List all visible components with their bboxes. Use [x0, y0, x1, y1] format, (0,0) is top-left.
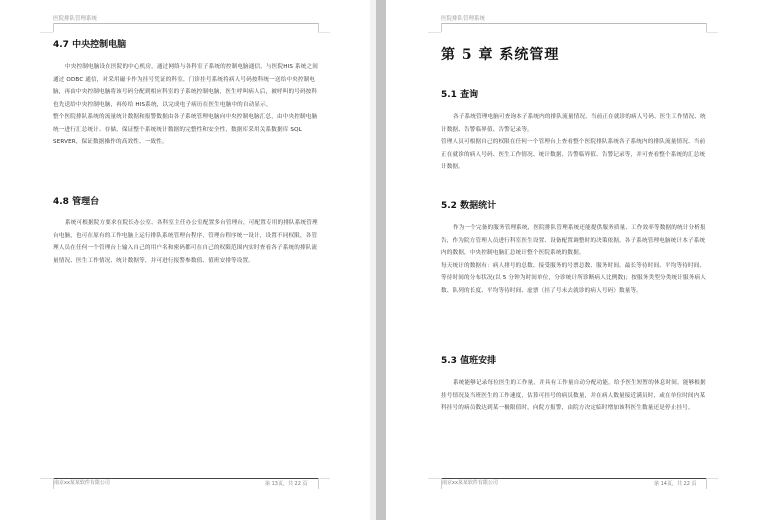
page-header: 医院排队管理系统 — [53, 16, 98, 22]
footer-corner-mark — [318, 478, 319, 489]
section-title: 管理台 — [72, 197, 100, 207]
header-rule — [441, 23, 706, 24]
footer-page-number: 第 13页，共 22 页 — [265, 481, 308, 487]
section-title: 中央控制电脑 — [72, 40, 127, 50]
page-header: 医院排队管理系统 — [441, 16, 486, 22]
paragraph: 中央控制电脑设在医院的中心机房，通过网络与各科室子系统的控制电脑通信，与医院HIS 系统之间通过 ODBC 通信，对采用磁卡作为挂号凭证的科室，门诊挂号系统将病人号码按科统一送给中央控制电脑，再由中央控制电脑将该号码分配到相应科室的子系统控制电脑，医生呼叫病人后，被呼叫的号码按科也先送给中央控制电脑，再传给 HIS系统，以完成电子病历在医生电脑中的自动显示。 — [53, 64, 319, 108]
footer-company: 南京xx某某软件有限公司 — [54, 480, 110, 486]
header-corner-mark — [441, 23, 442, 32]
section-body-5-3 — [441, 377, 707, 415]
paragraph: 系统可根据院方要求在院长办公室、各科室主任办公室配置多台管理台，可配置专用的排队系统管理台电脑，也可在原有的工作电脑上运行排队系统管理台程序，管理台程序统一设计，设置不同权限，各管理人员在任何一个管理台上输入自己的用户名和密码都可在自己的权限范围内实时查看各子系统的排队流量情况、医生工作情况、统计数据等，并可进行报警参数值、值班安排等设置。 — [53, 220, 318, 264]
section-heading-5-1 — [441, 87, 478, 100]
margin-mark — [706, 32, 718, 33]
paragraph: 各子系统管理电脑可查询本子系统内的排队流量情况、当前正在就诊的病人号码、医生工作情况、统计数据、告警临界值、告警记录等。 — [441, 114, 706, 133]
footer-corner-mark — [706, 478, 707, 489]
section-number: 4.8 — [53, 197, 69, 207]
section-title: 查询 — [460, 90, 479, 100]
margin-mark — [318, 32, 330, 33]
section-number: 4.7 — [53, 40, 69, 50]
section-title: 数据统计 — [460, 201, 497, 211]
margin-mark — [40, 478, 53, 479]
margin-mark — [428, 478, 441, 479]
section-body-4-8 — [53, 217, 319, 267]
paragraph: 整个医院排队系统的流量统计数据和报警数据由各子系统管理电脑向中央控制电脑汇总，由中央控制电脑统一进行汇总统计、存储，保证整个系统统计数据的完整性和安全性，数据库采用关系数据库 SQL SERVER，保证数据操作的高效性、一致性。 — [53, 114, 318, 145]
section-heading-4-7 — [53, 37, 126, 50]
paragraph: 每天统计的数据有：病人排号的总数、接受服务的号票总数、服务时间、最长等待时间、平均等待时间、等待时间的分布状况(以 5 分钟为时间单位，分诊统计所诊断病人比例数)；按服务类型分类统计服务病人数、队列的长度、平均等待时间、虚票（挂了号未去就诊的病人号码）数量等。 — [441, 262, 706, 294]
margin-mark — [428, 32, 441, 33]
footer-company: 南京xx某某软件有限公司 — [442, 480, 498, 486]
paragraph: 系统能够记录每位医生的工作量，并具有工作量自动分配功能，给予医生短暂的休息时间。能够根据挂号情况及当班医生的工作速度，估算可挂号的病员数量，并在病人数量接近满员时，或在单位时间内某科挂号的病员数达到某一极限值时，向院方报警，由院方决定临时增加该科医生数量还是停止挂号。 — [441, 380, 706, 411]
header-corner-mark — [53, 23, 54, 32]
section-title: 值班安排 — [460, 356, 497, 366]
margin-mark — [706, 478, 718, 479]
section-body-5-2 — [441, 222, 707, 297]
section-heading-4-8 — [53, 194, 99, 207]
section-number: 5.1 — [441, 90, 457, 100]
page-separator — [376, 0, 386, 520]
paragraph: 管理人员可根据自己的权限在任何一个管理台上查看整个医院排队系统各子系统内的排队流量情况、当前正在就诊的病人号码、医生工作情况、统计数据、告警临界值、告警记录等，并可查看整个系统的汇总统计数据。 — [441, 139, 706, 170]
header-rule — [53, 23, 318, 24]
document-page-13 — [0, 0, 370, 520]
document-page-14 — [386, 0, 760, 520]
section-number: 5.3 — [441, 356, 457, 366]
chapter-title: 第 5 章 系统管理 — [441, 47, 560, 63]
section-body-5-1 — [441, 111, 707, 174]
section-body-4-7 — [53, 61, 319, 149]
paragraph: 作为一个完备的服务管理系统，医院排队管理系统还能提供服务质量、工作效率等数据的统计分析报告，作为院方管理人员进行科室医生设置、设备配置调整时的决策依据。各子系统管理电脑统计本子系统内的数据，中央控制电脑汇总统计整个医院系统的数据。 — [441, 225, 706, 256]
header-corner-mark — [318, 23, 319, 32]
header-corner-mark — [706, 23, 707, 32]
section-heading-5-2 — [441, 198, 496, 211]
section-number: 5.2 — [441, 201, 457, 211]
section-heading-5-3 — [441, 353, 496, 366]
footer-rule — [441, 478, 706, 479]
margin-mark — [318, 478, 330, 479]
margin-mark — [40, 32, 53, 33]
footer-page-number: 第 14页，共 22 页 — [654, 481, 697, 487]
footer-rule — [53, 478, 318, 479]
